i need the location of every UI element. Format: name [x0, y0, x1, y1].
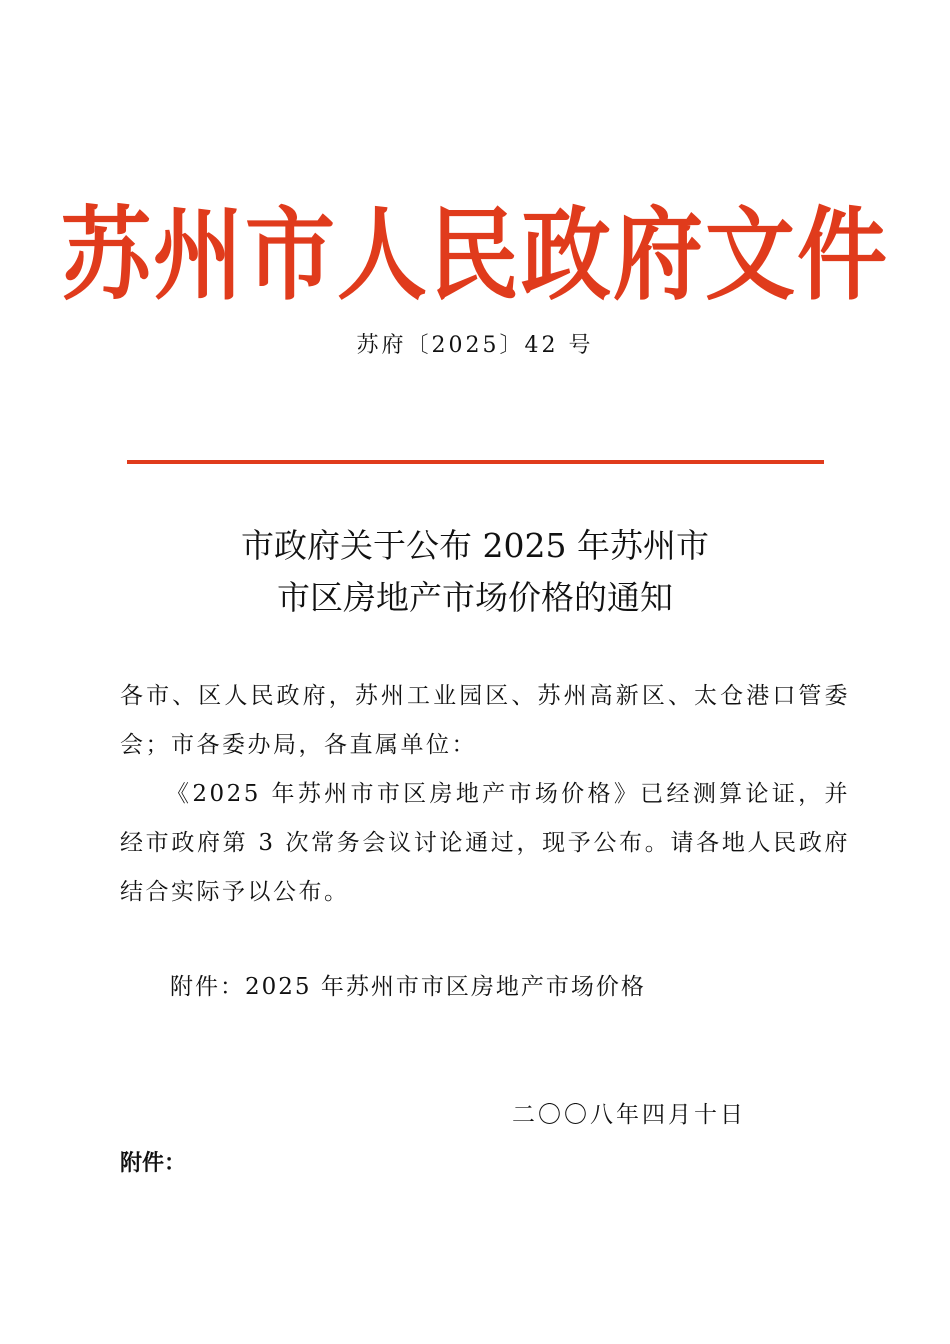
title-line-1: 市政府关于公布 2025 年苏州市: [241, 526, 709, 565]
document-title: [0, 520, 950, 624]
document-number: 苏府〔2025〕42 号: [356, 333, 594, 358]
attachment-reference: 附件：2025 年苏州市市区房地产市场价格: [170, 974, 646, 1000]
body-paragraph: 《2025 年苏州市市区房地产市场价格》已经测算论证，并经市政府第 3 次常务会议讨论通过，现予公布。请各地人民政府结合实际予以公布。: [120, 781, 850, 905]
attachment-heading: 附件：: [120, 1151, 187, 1176]
red-divider: [127, 460, 824, 464]
title-line-2: 市区房地产市场价格的通知: [277, 578, 673, 617]
masthead: 苏州市人民政府文件: [61, 195, 889, 315]
document-body: [120, 672, 850, 917]
issue-date: 二〇〇八年四月十日: [512, 1102, 746, 1128]
salutation: 各市、区人民政府，苏州工业园区、苏州高新区、太仓港口管委会；市各委办局，各直属单位：: [120, 683, 850, 758]
